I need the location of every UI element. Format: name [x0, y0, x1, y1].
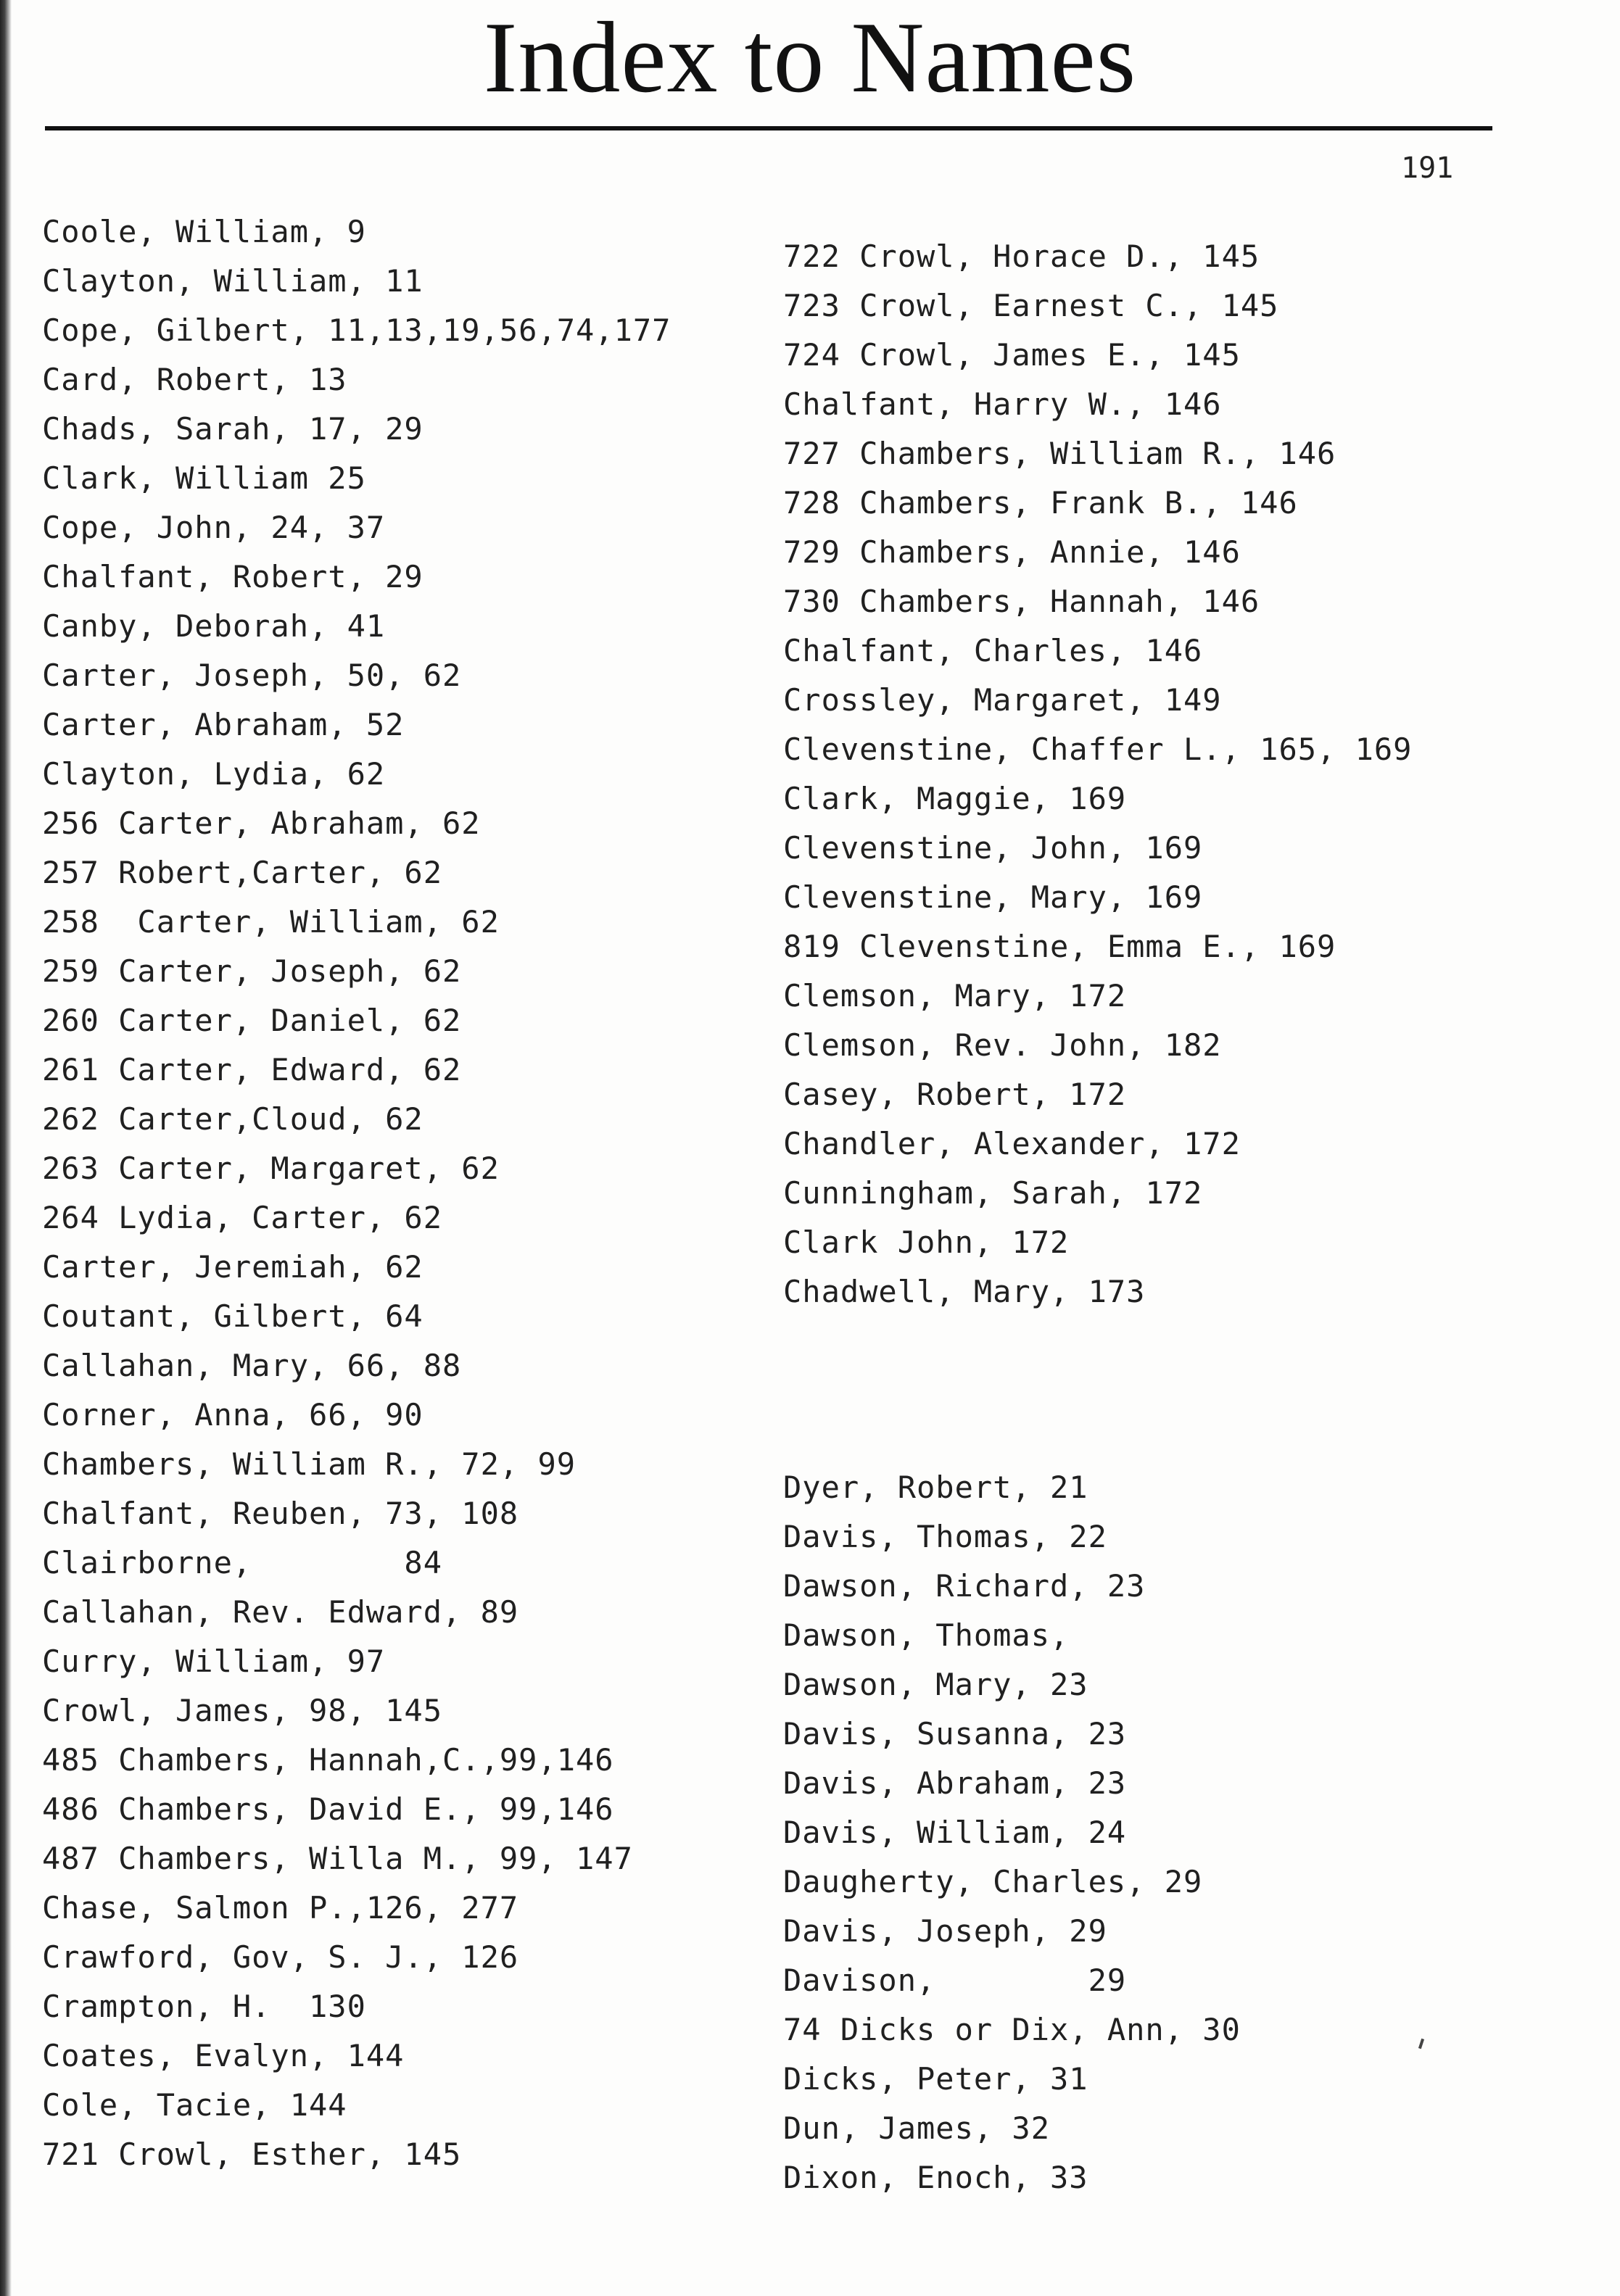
index-entry: 264 Lydia, Carter, 62 — [42, 1200, 443, 1235]
index-entry: Clairborne, 84 — [42, 1545, 443, 1580]
index-entry: 261 Carter, Edward, 62 — [42, 1052, 462, 1087]
index-entry: Chalfant, Harry W., 146 — [783, 386, 1222, 422]
index-entry: Clemson, Mary, 172 — [783, 978, 1127, 1014]
index-entry: Chalfant, Robert, 29 — [42, 559, 423, 594]
index-entry: Davis, William, 24 — [783, 1815, 1127, 1850]
index-entry: Chalfant, Charles, 146 — [783, 633, 1203, 668]
index-entry: Callahan, Rev. Edward, 89 — [42, 1594, 519, 1630]
index-entry: 722 Crowl, Horace D., 145 — [783, 239, 1260, 274]
index-entry: Canby, Deborah, 41 — [42, 608, 386, 644]
index-entry: Coutant, Gilbert, 64 — [42, 1298, 423, 1334]
index-entry: 258 Carter, William, 62 — [42, 904, 500, 940]
index-entry: Clark John, 172 — [783, 1224, 1070, 1260]
index-entry: Dixon, Enoch, 33 — [783, 2160, 1088, 2195]
index-entry: Crowl, James, 98, 145 — [42, 1693, 443, 1728]
index-entry: 819 Clevenstine, Emma E., 169 — [783, 929, 1336, 964]
page-title: Index to Names — [483, 1, 1137, 114]
index-entry: Clemson, Rev. John, 182 — [783, 1027, 1222, 1063]
stray-ink-mark — [1418, 2039, 1424, 2050]
binding-edge — [0, 0, 12, 2296]
index-entry: Cope, Gilbert, 11,13,19,56,74,177 — [42, 312, 671, 348]
index-entry: 724 Crowl, James E., 145 — [783, 337, 1241, 373]
index-entry: Callahan, Mary, 66, 88 — [42, 1348, 462, 1383]
index-entry: Dawson, Thomas, — [783, 1617, 1070, 1653]
index-entry: Davison, 29 — [783, 1963, 1127, 1998]
index-column-right — [783, 232, 1412, 1317]
index-entry: Coates, Evalyn, 144 — [42, 2038, 405, 2073]
index-entry: Clark, William 25 — [42, 460, 366, 496]
index-entry: Dun, James, 32 — [783, 2110, 1051, 2146]
index-entry: 262 Carter,Cloud, 62 — [42, 1101, 423, 1137]
index-entry: Dicks, Peter, 31 — [783, 2061, 1088, 2097]
index-entry: Clayton, William, 11 — [42, 263, 423, 299]
index-entry: Carter, Jeremiah, 62 — [42, 1249, 423, 1285]
index-entry: 257 Robert,Carter, 62 — [42, 855, 443, 890]
index-entry: 728 Chambers, Frank B., 146 — [783, 485, 1298, 521]
index-entry: 486 Chambers, David E., 99,146 — [42, 1791, 614, 1827]
index-entry: Crossley, Margaret, 149 — [783, 682, 1222, 718]
index-entry: Davis, Susanna, 23 — [783, 1716, 1127, 1752]
index-entry: 260 Carter, Daniel, 62 — [42, 1003, 462, 1038]
index-entry: Card, Robert, 13 — [42, 362, 347, 397]
index-entry: Crawford, Gov, S. J., 126 — [42, 1939, 519, 1975]
index-entry: Dawson, Richard, 23 — [783, 1568, 1146, 1604]
index-entry: 487 Chambers, Willa M., 99, 147 — [42, 1841, 633, 1876]
index-entry: 263 Carter, Margaret, 62 — [42, 1151, 500, 1186]
index-entry: Chads, Sarah, 17, 29 — [42, 411, 423, 447]
index-entry: Casey, Robert, 172 — [783, 1077, 1127, 1112]
page-number: 191 — [1401, 152, 1454, 185]
index-entry: Chalfant, Reuben, 73, 108 — [42, 1496, 519, 1531]
index-entry: 723 Crowl, Earnest C., 145 — [783, 288, 1279, 323]
index-entry: Clevenstine, John, 169 — [783, 830, 1203, 866]
index-entry: Dyer, Robert, 21 — [783, 1470, 1088, 1505]
index-column-left — [42, 207, 671, 2179]
index-entry: Clevenstine, Chaffer L., 165, 169 — [783, 732, 1413, 767]
index-entry: Davis, Joseph, 29 — [783, 1913, 1107, 1949]
index-entry: Dawson, Mary, 23 — [783, 1667, 1088, 1702]
index-entry: Carter, Abraham, 52 — [42, 707, 405, 742]
index-entry: Cope, John, 24, 37 — [42, 510, 386, 545]
index-entry: Clark, Maggie, 169 — [783, 781, 1127, 816]
index-entry: 730 Chambers, Hannah, 146 — [783, 584, 1260, 619]
index-entry: Cole, Tacie, 144 — [42, 2087, 347, 2123]
index-entry: Daugherty, Charles, 29 — [783, 1864, 1203, 1899]
index-entry: Chambers, William R., 72, 99 — [42, 1446, 576, 1482]
index-entry: Chadwell, Mary, 173 — [783, 1274, 1146, 1309]
index-entry: Cunningham, Sarah, 172 — [783, 1175, 1203, 1211]
index-entry: Corner, Anna, 66, 90 — [42, 1397, 423, 1433]
index-entry: 485 Chambers, Hannah,C.,99,146 — [42, 1742, 614, 1778]
index-entry: Clevenstine, Mary, 169 — [783, 879, 1203, 915]
index-entry: Chandler, Alexander, 172 — [783, 1126, 1241, 1161]
index-entry: Davis, Thomas, 22 — [783, 1519, 1107, 1554]
index-entry: 721 Crowl, Esther, 145 — [42, 2137, 462, 2172]
index-entry: Crampton, H. 130 — [42, 1989, 366, 2024]
index-entry: 729 Chambers, Annie, 146 — [783, 534, 1241, 570]
title-rule — [45, 126, 1492, 130]
index-entry: 256 Carter, Abraham, 62 — [42, 805, 481, 841]
index-entry: Davis, Abraham, 23 — [783, 1765, 1127, 1801]
index-column-right-d-section — [783, 1463, 1241, 2202]
index-entry: Chase, Salmon P.,126, 277 — [42, 1890, 519, 1926]
index-entry: Coole, William, 9 — [42, 214, 366, 249]
index-entry: 259 Carter, Joseph, 62 — [42, 953, 462, 989]
index-entry: Clayton, Lydia, 62 — [42, 756, 386, 792]
index-entry: 727 Chambers, William R., 146 — [783, 436, 1336, 471]
index-entry: Curry, William, 97 — [42, 1644, 386, 1679]
index-entry: 74 Dicks or Dix, Ann, 30 — [783, 2012, 1241, 2047]
index-entry: Carter, Joseph, 50, 62 — [42, 658, 462, 693]
